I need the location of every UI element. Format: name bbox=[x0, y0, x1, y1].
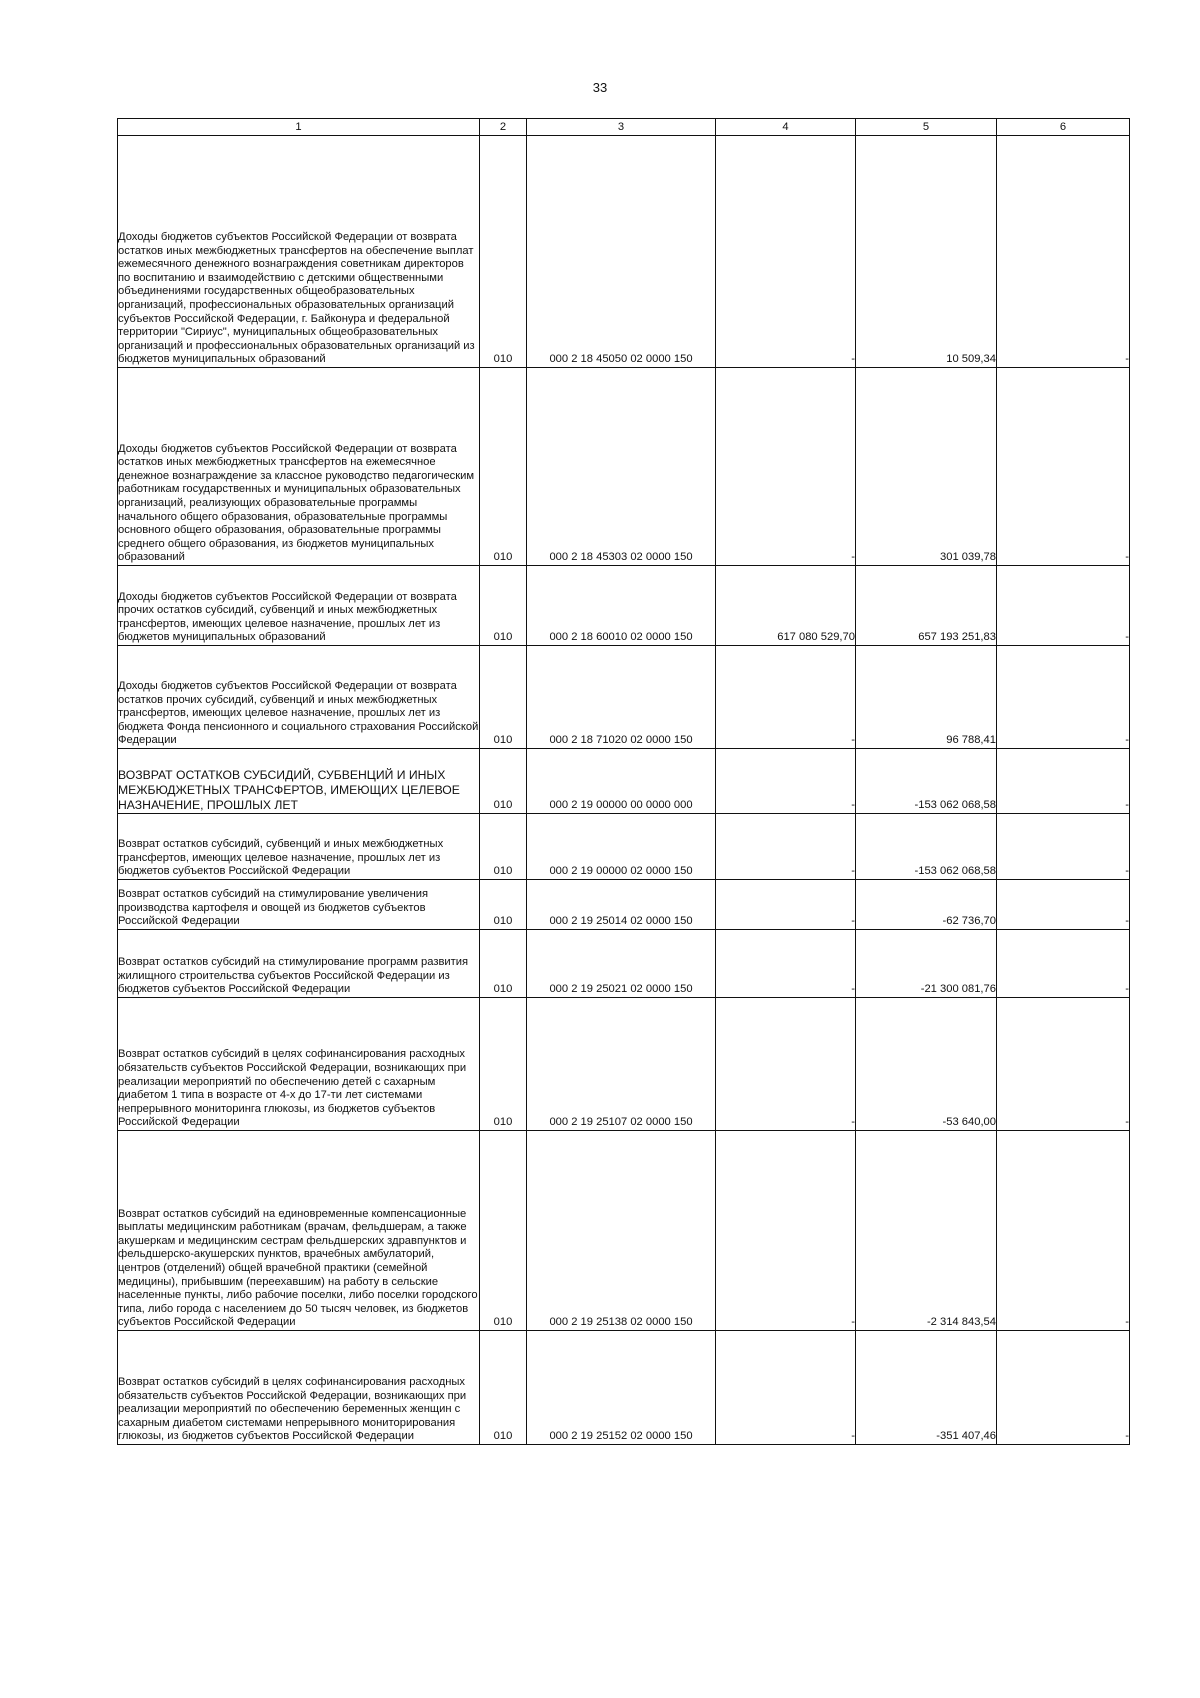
value-col5: -153 062 068,58 bbox=[856, 814, 997, 880]
table-row bbox=[118, 646, 1130, 749]
value-col6: - bbox=[997, 930, 1130, 998]
row-name: Возврат остатков субсидий на единовременные компенсационные выплаты медицинским работникам (врачам, фельдшерам, а также акушеркам и медицинским сестрам фельдшерских здравпунктов и фельдшерско-акушерских пунктов, врачебных амбулаторий, центров (отделений) общей врачебной практики (семейной медицины), прибывшим (переехавшим) на работу в сельские населенные пункты, либо рабочие поселки, либо поселки городского типа, либо города с населением до 50 тысяч человек, из бюджетов субъектов Российской Федерации bbox=[118, 1131, 480, 1331]
value-col6: - bbox=[997, 880, 1130, 930]
value-col4: - bbox=[716, 814, 856, 880]
row-name: Возврат остатков субсидий на стимулирование программ развития жилищного строительства субъектов Российской Федерации из бюджетов субъектов Российской Федерации bbox=[118, 930, 480, 998]
value-col5: 301 039,78 bbox=[856, 368, 997, 566]
value-col4: - bbox=[716, 368, 856, 566]
value-col4: - bbox=[716, 1131, 856, 1331]
value-col5: -2 314 843,54 bbox=[856, 1131, 997, 1331]
value-col4: - bbox=[716, 646, 856, 749]
line-code: 010 bbox=[480, 136, 527, 368]
value-col4: - bbox=[716, 880, 856, 930]
report-table bbox=[117, 118, 1130, 1445]
page-number: 33 bbox=[592, 80, 608, 95]
value-col6: - bbox=[997, 368, 1130, 566]
line-code: 010 bbox=[480, 1331, 527, 1445]
budget-code: 000 2 19 25107 02 0000 150 bbox=[527, 998, 716, 1131]
column-header-2: 2 bbox=[480, 119, 527, 136]
value-col4: - bbox=[716, 1331, 856, 1445]
value-col5: 96 788,41 bbox=[856, 646, 997, 749]
table-row bbox=[118, 566, 1130, 646]
value-col5: 657 193 251,83 bbox=[856, 566, 997, 646]
value-col4: - bbox=[716, 136, 856, 368]
line-code: 010 bbox=[480, 749, 527, 814]
table-row bbox=[118, 368, 1130, 566]
table-row bbox=[118, 998, 1130, 1131]
row-name: Доходы бюджетов субъектов Российской Федерации от возврата прочих остатков субсидий, субвенций и иных межбюджетных трансфертов, имеющих целевое назначение, прошлых лет из бюджетов муниципальных образований bbox=[118, 566, 480, 646]
value-col6: - bbox=[997, 998, 1130, 1131]
budget-code: 000 2 18 45050 02 0000 150 bbox=[527, 136, 716, 368]
line-code: 010 bbox=[480, 566, 527, 646]
section-name: ВОЗВРАТ ОСТАТКОВ СУБСИДИЙ, СУБВЕНЦИЙ И ИНЫХ МЕЖБЮДЖЕТНЫХ ТРАНСФЕРТОВ, ИМЕЮЩИХ ЦЕЛЕВОЕ НАЗНАЧЕНИЕ, ПРОШЛЫХ ЛЕТ bbox=[118, 749, 480, 814]
table-row bbox=[118, 1131, 1130, 1331]
budget-code: 000 2 19 00000 00 0000 000 bbox=[527, 749, 716, 814]
value-col6: - bbox=[997, 646, 1130, 749]
table-row bbox=[118, 880, 1130, 930]
budget-code: 000 2 19 00000 02 0000 150 bbox=[527, 814, 716, 880]
column-header-3: 3 bbox=[527, 119, 716, 136]
value-col6: - bbox=[997, 814, 1130, 880]
value-col5: -21 300 081,76 bbox=[856, 930, 997, 998]
line-code: 010 bbox=[480, 368, 527, 566]
row-name: Возврат остатков субсидий в целях софинансирования расходных обязательств субъектов Российской Федерации, возникающих при реализации мероприятий по обеспечению детей с сахарным диабетом 1 типа в возрасте от 4-х до 17-ти лет системами непрерывного мониторинга глюкозы, из бюджетов субъектов Российской Федерации bbox=[118, 998, 480, 1131]
value-col6: - bbox=[997, 749, 1130, 814]
value-col6: - bbox=[997, 566, 1130, 646]
budget-code: 000 2 19 25152 02 0000 150 bbox=[527, 1331, 716, 1445]
table-row bbox=[118, 930, 1130, 998]
value-col5: -153 062 068,58 bbox=[856, 749, 997, 814]
line-code: 010 bbox=[480, 1131, 527, 1331]
budget-code: 000 2 18 60010 02 0000 150 bbox=[527, 566, 716, 646]
value-col4: - bbox=[716, 749, 856, 814]
budget-code: 000 2 19 25021 02 0000 150 bbox=[527, 930, 716, 998]
value-col6: - bbox=[997, 136, 1130, 368]
row-name: Возврат остатков субсидий на стимулирование увеличения производства картофеля и овощей из бюджетов субъектов Российской Федерации bbox=[118, 880, 480, 930]
column-header-1: 1 bbox=[118, 119, 480, 136]
value-col5: -351 407,46 bbox=[856, 1331, 997, 1445]
line-code: 010 bbox=[480, 814, 527, 880]
line-code: 010 bbox=[480, 646, 527, 749]
value-col4: - bbox=[716, 930, 856, 998]
value-col6: - bbox=[997, 1131, 1130, 1331]
value-col6: - bbox=[997, 1331, 1130, 1445]
row-name: Доходы бюджетов субъектов Российской Федерации от возврата остатков иных межбюджетных трансфертов на обеспечение выплат ежемесячного денежного вознаграждения советникам директоров по воспитанию и взаимодействию с детскими общественными объединениями государственных общеобразовательных организаций, профессиональных образовательных организаций субъектов Российской Федерации, г. Байконура и федеральной территории "Сириус", муниципальных общеобразовательных организаций и профессиональных образовательных организаций из бюджетов муниципальных образований bbox=[118, 136, 480, 368]
value-col5: -62 736,70 bbox=[856, 880, 997, 930]
table-row-section bbox=[118, 749, 1130, 814]
row-name: Возврат остатков субсидий в целях софинансирования расходных обязательств субъектов Российской Федерации, возникающих при реализации мероприятий по обеспечению беременных женщин с сахарным диабетом системами непрерывного мониторирования глюкозы, из бюджетов субъектов Российской Федерации bbox=[118, 1331, 480, 1445]
line-code: 010 bbox=[480, 880, 527, 930]
budget-code: 000 2 18 71020 02 0000 150 bbox=[527, 646, 716, 749]
column-header-4: 4 bbox=[716, 119, 856, 136]
value-col5: -53 640,00 bbox=[856, 998, 997, 1131]
budget-code: 000 2 19 25014 02 0000 150 bbox=[527, 880, 716, 930]
value-col4: - bbox=[716, 998, 856, 1131]
value-col4: 617 080 529,70 bbox=[716, 566, 856, 646]
value-col5: 10 509,34 bbox=[856, 136, 997, 368]
row-name: Доходы бюджетов субъектов Российской Федерации от возврата остатков прочих субсидий, субвенций и иных межбюджетных трансфертов, имеющих целевое назначение, прошлых лет из бюджета Фонда пенсионного и социального страхования Российской Федерации bbox=[118, 646, 480, 749]
budget-code: 000 2 18 45303 02 0000 150 bbox=[527, 368, 716, 566]
header-row bbox=[118, 119, 1130, 136]
column-header-5: 5 bbox=[856, 119, 997, 136]
budget-code: 000 2 19 25138 02 0000 150 bbox=[527, 1131, 716, 1331]
row-name: Доходы бюджетов субъектов Российской Федерации от возврата остатков иных межбюджетных трансфертов на ежемесячное денежное вознаграждение за классное руководство педагогическим работникам государственных и муниципальных образовательных организаций, реализующих образовательные программы начального общего образования, образовательные программы основного общего образования, образовательные программы среднего общего образования, из бюджетов муниципальных образований bbox=[118, 368, 480, 566]
column-header-6: 6 bbox=[997, 119, 1130, 136]
row-name: Возврат остатков субсидий, субвенций и иных межбюджетных трансфертов, имеющих целевое назначение, прошлых лет из бюджетов субъектов Российской Федерации bbox=[118, 814, 480, 880]
line-code: 010 bbox=[480, 930, 527, 998]
line-code: 010 bbox=[480, 998, 527, 1131]
table-row bbox=[118, 1331, 1130, 1445]
table-row bbox=[118, 814, 1130, 880]
table-row bbox=[118, 136, 1130, 368]
